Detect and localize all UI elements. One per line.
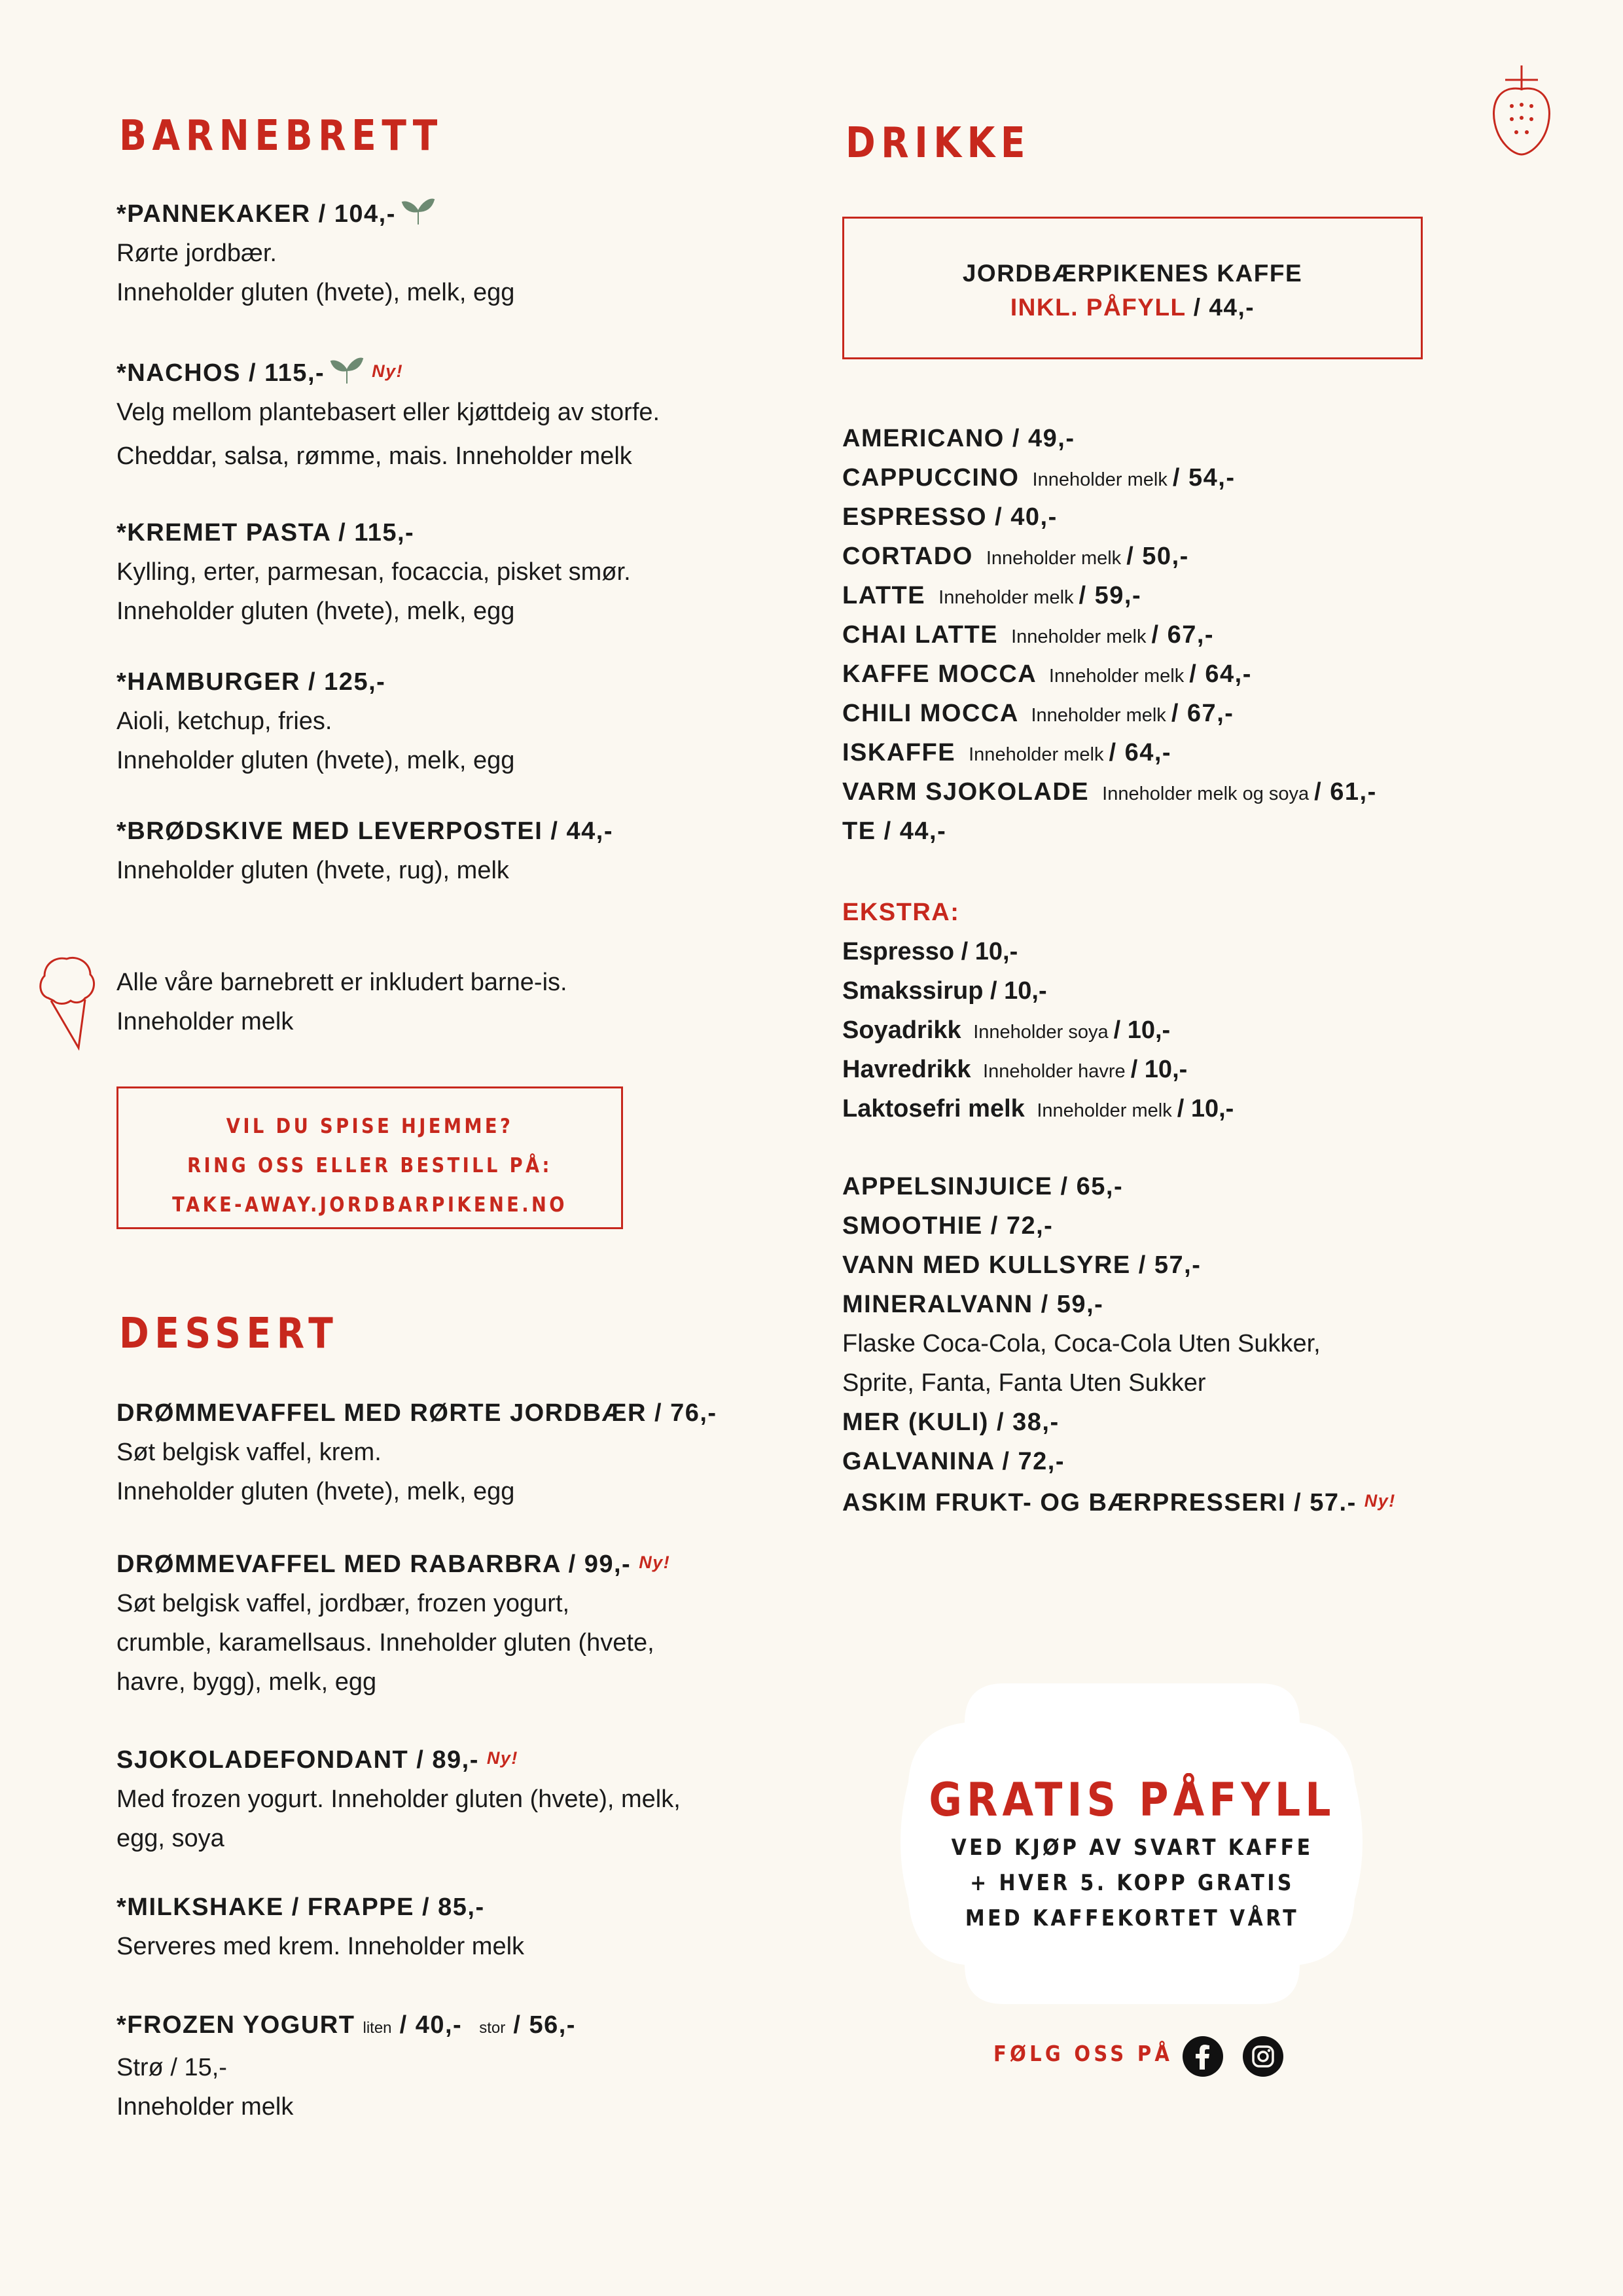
drink-name: Smakssirup [842, 977, 984, 1005]
gratis-line: VED KJØP AV SVART KAFFE [951, 1835, 1313, 1861]
note-line: Inneholder melk [116, 1008, 294, 1035]
drink-price: / 10,- [990, 977, 1047, 1005]
drink-desc: Sprite, Fanta, Fanta Uten Sukker [842, 1369, 1206, 1397]
menu-item [116, 351, 745, 476]
item-title: DRØMMEVAFFEL MED RABARBRA / 99,- [116, 1551, 632, 1578]
drink-price: / 50,- [1126, 543, 1189, 570]
drink-price: / 49,- [1012, 425, 1075, 452]
item-desc: Strø / 15,- [116, 2054, 227, 2081]
drink-price: / 59,- [1079, 582, 1142, 609]
item-price: / 40,- [399, 2011, 463, 2039]
drink-name: ESPRESSO [842, 503, 988, 531]
item-title: *PANNEKAKER / 104,- [116, 200, 396, 228]
item-desc: Inneholder gluten (hvete), melk, egg [116, 598, 515, 625]
menu-item [116, 1888, 745, 1966]
item-desc: Velg mellom plantebasert eller kjøttdeig av storfe. [116, 399, 660, 426]
gratis-line: MED KAFFEKORTET VÅRT [965, 1905, 1300, 1931]
menu-item [116, 1543, 745, 1702]
drink-note: Inneholder melk [1048, 666, 1185, 687]
takeaway-box [116, 1086, 623, 1229]
drink-name: ASKIM FRUKT- OG BÆRPRESSERI / 57.- [842, 1489, 1357, 1516]
size-label: stor [479, 2019, 506, 2037]
drink-row [842, 1050, 1187, 1091]
drink-row [842, 537, 1189, 578]
drink-row [842, 419, 1075, 458]
ekstra-heading: EKSTRA: [842, 899, 960, 926]
item-desc: Rørte jordbær. [116, 240, 277, 267]
barnebrett-heading: BARNEBRETT [119, 112, 443, 160]
kaffe-refill: INKL. PÅFYLL [1010, 294, 1186, 321]
social-label: FØLG OSS PÅ [993, 2041, 1173, 2066]
drink-item: GALVANINA / 72,- [842, 1448, 1065, 1475]
drink-note: Inneholder melk og soya [1102, 783, 1310, 804]
instagram-icon[interactable] [1242, 2036, 1284, 2077]
item-desc: Med frozen yogurt. Inneholder gluten (hvete), melk, [116, 1785, 681, 1813]
item-desc: Inneholder gluten (hvete, rug), melk [116, 857, 509, 884]
takeaway-link[interactable]: TAKE-AWAY.JORDBARPIKENE.NO [172, 1193, 567, 1217]
drink-name: ISKAFFE [842, 739, 956, 766]
drink-price: / 67,- [1171, 700, 1234, 727]
menu-item [116, 1738, 745, 1858]
item-desc: Søt belgisk vaffel, krem. [116, 1439, 382, 1466]
item-desc: Inneholder gluten (hvete), melk, egg [116, 747, 515, 774]
drink-item: APPELSINJUICE / 65,- [842, 1173, 1124, 1200]
item-desc: Serveres med krem. Inneholder melk [116, 1933, 525, 1960]
drink-item: MINERALVANN / 59,- [842, 1291, 1104, 1318]
drink-row [842, 772, 1377, 814]
drink-note: Inneholder soya [973, 1022, 1109, 1043]
takeaway-line: VIL DU SPISE HJEMME? [226, 1115, 514, 1138]
drink-price: / 10,- [1177, 1095, 1234, 1122]
drink-name: AMERICANO [842, 425, 1005, 452]
drink-name: CHILI MOCCA [842, 700, 1018, 727]
drink-note: Inneholder melk [1031, 705, 1166, 726]
item-desc: Inneholder gluten (hvete), melk, egg [116, 1478, 515, 1505]
drink-name: TE [842, 817, 876, 845]
drink-note: Inneholder havre [983, 1061, 1126, 1082]
drink-name: Soyadrikk [842, 1016, 961, 1044]
gratis-title: GRATIS PÅFYLL [929, 1773, 1336, 1827]
drink-note: Inneholder melk [986, 548, 1122, 569]
item-desc: Inneholder melk [116, 2093, 294, 2121]
drink-row [842, 812, 946, 851]
kaffe-price: / 44,- [1193, 294, 1255, 321]
drink-item: MER (KULI) / 38,- [842, 1408, 1060, 1436]
item-title: *FROZEN YOGURT [116, 2011, 355, 2039]
leaf-icon [401, 194, 435, 228]
drink-name: KAFFE MOCCA [842, 660, 1036, 688]
kaffe-title: JORDBÆRPIKENES KAFFE [962, 260, 1303, 287]
drink-desc: Flaske Coca-Cola, Coca-Cola Uten Sukker, [842, 1330, 1321, 1357]
kaffe-box [842, 217, 1423, 359]
drink-name: Havredrikk [842, 1056, 971, 1083]
item-desc: Inneholder gluten (hvete), melk, egg [116, 279, 515, 306]
gratis-text [921, 1830, 1343, 1936]
drink-row [842, 733, 1171, 774]
strawberry-logo-icon [1486, 64, 1558, 157]
drink-price: / 61,- [1314, 778, 1377, 806]
drink-price: / 54,- [1172, 464, 1236, 492]
size-label: liten [363, 2019, 392, 2037]
drink-price: / 10,- [1130, 1056, 1188, 1083]
drink-row [842, 932, 1018, 971]
drink-note: Inneholder melk [1037, 1100, 1172, 1121]
drink-note: Inneholder melk [1011, 626, 1147, 647]
facebook-icon[interactable] [1182, 2036, 1224, 2077]
drink-price: / 10,- [961, 938, 1018, 965]
item-desc: egg, soya [116, 1825, 224, 1852]
drink-row [842, 458, 1235, 499]
item-desc: havre, bygg), melk, egg [116, 1668, 377, 1696]
drink-name: Laktosefri melk [842, 1095, 1025, 1122]
drink-row [842, 1089, 1234, 1130]
drink-name: LATTE [842, 582, 926, 609]
drink-note: Inneholder melk [1032, 469, 1168, 490]
drink-price: / 64,- [1189, 660, 1252, 688]
item-desc: crumble, karamellsaus. Inneholder gluten (hvete, [116, 1629, 654, 1657]
menu-item [116, 812, 745, 890]
drink-row [842, 497, 1058, 537]
drink-row [842, 971, 1047, 1011]
note-line: Alle våre barnebrett er inkludert barne-is. [116, 969, 567, 996]
drink-price: / 44,- [883, 817, 947, 845]
item-title: SJOKOLADEFONDANT / 89,- [116, 1746, 479, 1774]
drink-item: VANN MED KULLSYRE / 57,- [842, 1251, 1202, 1279]
item-desc: Søt belgisk vaffel, jordbær, frozen yogurt, [116, 1590, 570, 1617]
drink-name: CAPPUCCINO [842, 464, 1020, 492]
menu-item [116, 194, 745, 312]
drikke-heading: DRIKKE [846, 119, 1031, 168]
item-desc: Aioli, ketchup, fries. [116, 708, 332, 735]
item-title: *KREMET PASTA / 115,- [116, 519, 415, 547]
drink-price: / 40,- [995, 503, 1058, 531]
item-title: *BRØDSKIVE MED LEVERPOSTEI / 44,- [116, 817, 613, 845]
drink-row [842, 694, 1234, 735]
drink-item [842, 1481, 1396, 1522]
drink-price: / 10,- [1113, 1016, 1171, 1044]
drink-row [842, 1011, 1170, 1052]
dessert-heading: DESSERT [119, 1310, 339, 1358]
drink-item: SMOOTHIE / 72,- [842, 1212, 1054, 1240]
new-badge: Ny! [372, 361, 404, 381]
item-desc: Cheddar, salsa, rømme, mais. Inneholder melk [116, 442, 632, 470]
leaf-icon [330, 353, 364, 387]
item-title: DRØMMEVAFFEL MED RØRTE JORDBÆR / 76,- [116, 1399, 717, 1427]
drink-price: / 64,- [1109, 739, 1172, 766]
menu-item [116, 513, 745, 631]
drink-price: / 67,- [1151, 621, 1215, 649]
drink-row [842, 576, 1141, 617]
ice-cream-icon [35, 952, 98, 1050]
drink-name: Espresso [842, 938, 955, 965]
menu-item [116, 1393, 745, 1511]
drink-name: CORTADO [842, 543, 973, 570]
drink-name: VARM SJOKOLADE [842, 778, 1090, 806]
item-title: *HAMBURGER / 125,- [116, 668, 386, 696]
new-badge: Ny! [486, 1748, 518, 1768]
new-badge: Ny! [1364, 1491, 1396, 1511]
item-title: *MILKSHAKE / FRAPPE / 85,- [116, 1893, 485, 1921]
menu-item [116, 2005, 745, 2126]
item-desc: Kylling, erter, parmesan, focaccia, pisket smør. [116, 558, 631, 586]
item-title: *NACHOS / 115,- [116, 359, 325, 387]
item-price: / 56,- [513, 2011, 576, 2039]
drink-note: Inneholder melk [938, 587, 1074, 608]
ice-cream-note [116, 963, 745, 1041]
drink-row [842, 655, 1252, 696]
drink-row [842, 615, 1214, 656]
drink-name: CHAI LATTE [842, 621, 999, 649]
takeaway-line: RING OSS ELLER BESTILL PÅ: [187, 1154, 552, 1177]
takeaway-text [149, 1107, 591, 1225]
menu-item [116, 662, 745, 780]
drink-note: Inneholder melk [969, 744, 1104, 765]
gratis-line: + HVER 5. KOPP GRATIS [970, 1870, 1294, 1896]
new-badge: Ny! [639, 1552, 671, 1572]
